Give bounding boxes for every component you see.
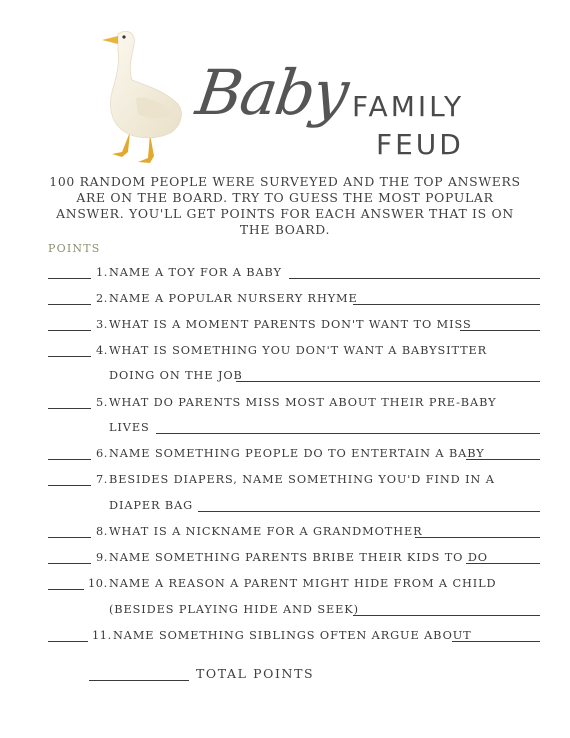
question-text: BESIDES DIAPERS, NAME SOMETHING YOU'D FIND IN A bbox=[109, 473, 495, 486]
points-blank[interactable] bbox=[48, 563, 91, 564]
goose-illustration bbox=[92, 20, 192, 168]
question-number: 11. bbox=[92, 629, 112, 642]
question-row-4-continued bbox=[48, 365, 540, 385]
title-feud: FEUD bbox=[376, 128, 464, 161]
question-row-5-continued bbox=[48, 417, 540, 437]
total-points-label: TOTAL POINTS bbox=[196, 666, 315, 681]
answer-line[interactable] bbox=[415, 537, 540, 538]
answer-line[interactable] bbox=[198, 511, 540, 512]
points-blank[interactable] bbox=[48, 304, 91, 305]
question-text: WHAT IS A NICKNAME FOR A GRANDMOTHER bbox=[109, 525, 423, 538]
question-text: NAME SOMETHING PARENTS BRIBE THEIR KIDS TO DO bbox=[109, 551, 488, 564]
answer-line[interactable] bbox=[460, 330, 540, 331]
question-text: NAME A REASON A PARENT MIGHT HIDE FROM A CHILD bbox=[109, 577, 497, 590]
question-text: WHAT IS A MOMENT PARENTS DON'T WANT TO MISS bbox=[109, 318, 472, 331]
question-number: 1. bbox=[96, 266, 108, 279]
question-row-4 bbox=[48, 340, 540, 360]
question-text-continued: DIAPER BAG bbox=[109, 499, 194, 512]
question-text: WHAT IS SOMETHING YOU DON'T WANT A BABYSITTER bbox=[109, 344, 488, 357]
answer-line[interactable] bbox=[452, 641, 540, 642]
answer-line[interactable] bbox=[289, 278, 540, 279]
points-blank[interactable] bbox=[48, 485, 91, 486]
question-number: 5. bbox=[96, 396, 108, 409]
question-text-continued: (BESIDES PLAYING HIDE AND SEEK) bbox=[109, 603, 359, 616]
title-script-word: Baby bbox=[191, 56, 352, 129]
question-number: 9. bbox=[96, 551, 108, 564]
points-blank[interactable] bbox=[48, 330, 91, 331]
question-text: NAME A POPULAR NURSERY RHYME bbox=[109, 292, 358, 305]
question-number: 2. bbox=[96, 292, 108, 305]
question-row-7 bbox=[48, 469, 540, 489]
question-number: 3. bbox=[96, 318, 108, 331]
question-row-8 bbox=[48, 521, 540, 541]
question-number: 4. bbox=[96, 344, 108, 357]
question-text-continued: DOING ON THE JOB bbox=[109, 369, 243, 382]
points-blank[interactable] bbox=[48, 408, 91, 409]
question-row-9 bbox=[48, 547, 540, 567]
total-points-blank[interactable] bbox=[89, 680, 189, 681]
intro-text: 100 RANDOM PEOPLE WERE SURVEYED AND THE TOP ANSWERS ARE ON THE BOARD. TRY TO GUESS THE MOST POPULAR ANSWER. YOU'LL GET POINTS FOR EACH ANSWER THAT IS ON THE BOARD. bbox=[49, 174, 521, 237]
answer-line[interactable] bbox=[236, 381, 540, 382]
question-row-10-continued bbox=[48, 599, 540, 619]
question-number: 10. bbox=[88, 577, 108, 590]
answer-line[interactable] bbox=[353, 615, 540, 616]
question-text: NAME SOMETHING SIBLINGS OFTEN ARGUE ABOUT bbox=[113, 629, 472, 642]
points-blank[interactable] bbox=[48, 356, 91, 357]
question-row-1 bbox=[48, 262, 540, 282]
answer-line[interactable] bbox=[466, 563, 540, 564]
points-column-label: POINTS bbox=[48, 242, 101, 255]
points-blank[interactable] bbox=[48, 459, 91, 460]
question-row-11 bbox=[48, 625, 540, 645]
points-blank[interactable] bbox=[48, 537, 91, 538]
title-family: FAMILY bbox=[352, 90, 465, 123]
points-blank[interactable] bbox=[48, 641, 88, 642]
question-text: WHAT DO PARENTS MISS MOST ABOUT THEIR PRE-BABY bbox=[109, 396, 497, 409]
question-row-5 bbox=[48, 392, 540, 412]
answer-line[interactable] bbox=[156, 433, 540, 434]
question-row-10 bbox=[48, 573, 540, 593]
question-number: 8. bbox=[96, 525, 108, 538]
question-row-7-continued bbox=[48, 495, 540, 515]
question-text: NAME A TOY FOR A BABY bbox=[109, 266, 282, 279]
answer-line[interactable] bbox=[353, 304, 540, 305]
points-blank[interactable] bbox=[48, 278, 91, 279]
question-row-6 bbox=[48, 443, 540, 463]
question-number: 6. bbox=[96, 447, 108, 460]
question-row-2 bbox=[48, 288, 540, 308]
points-blank[interactable] bbox=[48, 589, 84, 590]
question-text: NAME SOMETHING PEOPLE DO TO ENTERTAIN A BABY bbox=[109, 447, 485, 460]
answer-line[interactable] bbox=[466, 459, 540, 460]
question-number: 7. bbox=[96, 473, 108, 486]
question-row-3 bbox=[48, 314, 540, 334]
question-text-continued: LIVES bbox=[109, 421, 150, 434]
